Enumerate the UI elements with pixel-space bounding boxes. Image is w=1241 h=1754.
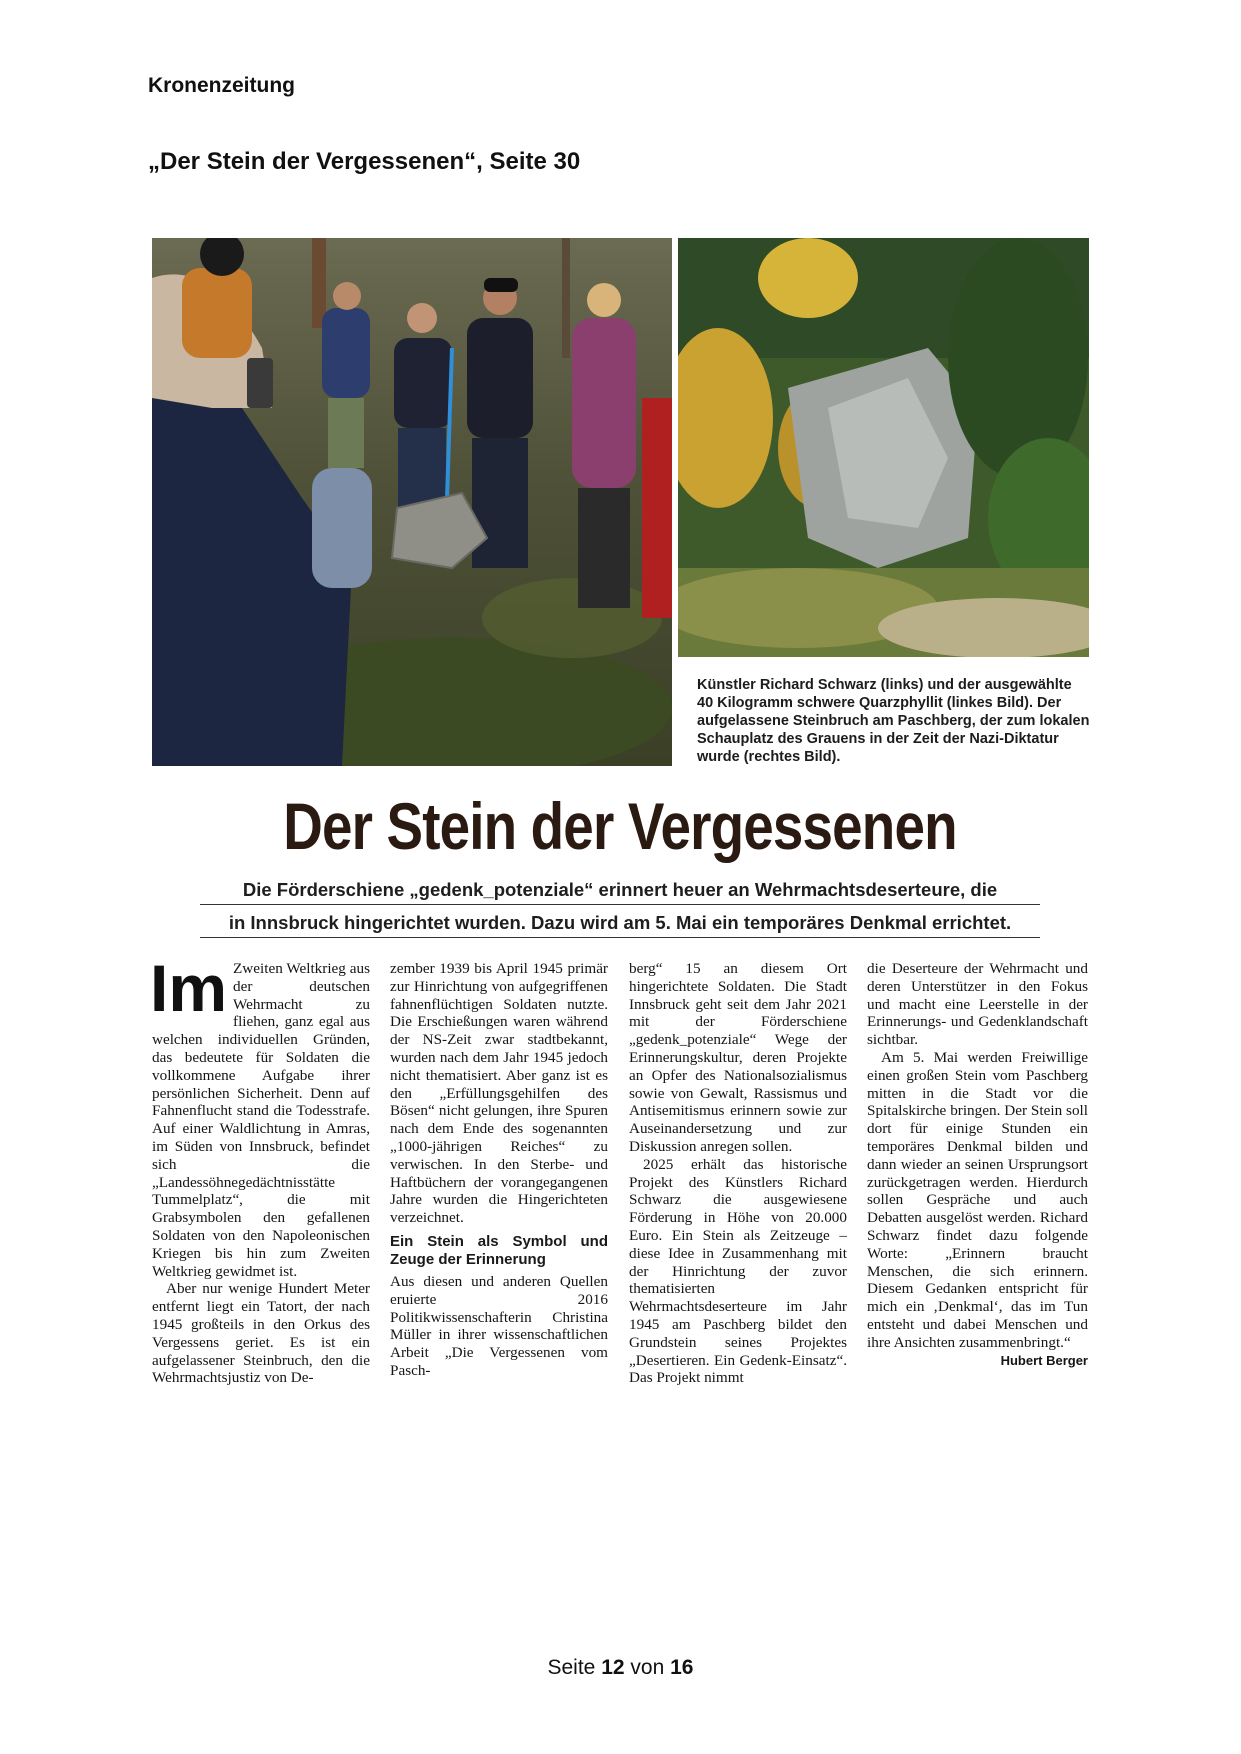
subline-line-2: in Innsbruck hingerichtet wurden. Dazu wird am 5. Mai ein temporäres Denkmal errichtet.: [228, 912, 1012, 933]
author-name: Hubert Berger: [1000, 1352, 1088, 1368]
footer-prefix: Seite: [547, 1656, 596, 1679]
col1-paragraph-2: Aber nur wenige Hundert Meter entfernt liegt ein Tatort, der nach 1945 großteils in den Orkus des Vergessens geriet. Es ist ein aufgelassener Steinbruch, den die Wehrmachtsjustiz von De-: [152, 1280, 370, 1387]
photo-quarry-autumn-forest: [678, 238, 1089, 657]
col2-paragraph-1: zember 1939 bis April 1945 primär zur Hinrichtung von aufgegriffenen fahnenflüchtigen Soldaten nutzte. Die Erschießungen waren während der NS-Zeit zwar stadtbekannt, wurden nach dem Jahr 1945 jedoch nicht thematisiert. Aber ganz ist es den „Erfüllungsgehilfen des Bösen“ nicht gelungen, ihre Spuren nach dem Ende des sogenannten „1000-jährigen Reiches“ zu verwischen. In den Sterbe- und Haftbüchern der vorangegangenen Jahre wurden die Hingerichteten verzeichnet.: [390, 960, 608, 1227]
article-column-3: [629, 960, 847, 1387]
headline: Der Stein der Vergessenen: [283, 789, 957, 863]
document-title: „Der Stein der Vergessenen“, Seite 30: [148, 148, 581, 175]
photo-caption: Künstler Richard Schwarz (links) und der ausgewählte 40 Kilogramm schwere Quarzphyllit (linkes Bild). Der aufgelassene Steinbruch am Paschberg, der zum lokalen Schauplatz des Grauens in der Zeit der Nazi-Diktatur wurde (rechtes Bild).: [697, 677, 1090, 765]
footer-page-number: 12: [601, 1656, 625, 1679]
footer-middle: von: [630, 1656, 665, 1679]
article-column-4: [867, 960, 1088, 1369]
dropcap: Im: [150, 951, 228, 1025]
col2-paragraph-2: Aus diesen und anderen Quellen eruierte 2016 Politikwissenschafterin Christina Müller in ihrer wissenschaftlichen Arbeit „Die Vergessenen vom Pasch-: [390, 1272, 608, 1379]
col4-paragraph-2: Am 5. Mai werden Freiwillige einen großen Stein vom Paschberg mitten in die Stadt vor die Spitalskirche bringen. Der Stein soll dort für einige Stunden ein temporäres Denkmal bilden und dann wieder an seinen Ursprungsort zurückgetragen werden. Hierdurch sollen Gespräche und auch Debatten ausgelöst werden. Richard Schwarz findet dazu folgende Worte: „Erinnern braucht Menschen, die sich erinnern. Diesem Gedanken entspricht für mich ein ‚Denkmal‘, das im Tun entsteht und dabei Menschen und ihre Ansichten zusammenbringt.“: [867, 1048, 1088, 1351]
col3-paragraph-2: 2025 erhält das historische Projekt des Künstlers Richard Schwarz die ausgewiesene Förderung in Höhe von 20.000 Euro. Ein Stein als Zeitzeuge – diese Idee in Zusammenhang mit der Hinrichtung der zuvor thematisierten Wehrmachtsdeserteure im Jahr 1945 am Paschberg bildet den Grundstein seines Projektes „Desertieren. Ein Gedenk-Einsatz“. Das Projekt nimmt: [629, 1155, 847, 1387]
col3-paragraph-1: berg“ 15 an diesem Ort hingerichtete Soldaten. Die Stadt Innsbruck geht seit dem Jahr 2021 mit der Förderschiene „gedenk_potenziale“ Wege der Erinnerungskultur, deren Projekte an Opfer des Nationalsozialismus sowie von Gewalt, Rassismus und Antisemitismus erinnern sowie zur Auseinandersetzung und zur Diskussion anregen sollen.: [629, 960, 847, 1155]
article-column-2: [390, 960, 608, 1380]
article-subhead: Ein Stein als Symbol und Zeuge der Erinnerung: [390, 1232, 608, 1268]
subline-line-1: Die Förderschiene „gedenk_potenziale“ erinnert heuer an Wehrmachtsdeserteure, die: [242, 879, 998, 900]
subline-divider-1: [200, 904, 1040, 905]
subline-divider-2: [200, 937, 1040, 938]
footer-total-pages: 16: [670, 1656, 694, 1679]
publication-name: Kronenzeitung: [148, 74, 295, 97]
photo-group-carrying-stone: [152, 238, 672, 766]
page-footer: [0, 1656, 1241, 1680]
article-column-1: [150, 951, 370, 1387]
col1-paragraph-1: Zweiten Weltkrieg aus der deutschen Wehrmacht zu fliehen, ganz egal aus welchen individuellen Gründen, das bedeutete für Soldaten die vollkommene Aufgabe ihrer persönlichen Sicherheit. Denn auf Fahnenflucht stand die Todesstrafe. Auf einer Waldlichtung in Amras, im Süden von Innsbruck, befindet sich die „Landessöhnegedächtnisstätte Tummelplatz“, die mit Grabsymbolen den gefallenen Soldaten von den Napoleonischen Kriegen bis hin zum Zweiten Weltkrieg gewidmet ist.: [152, 960, 370, 1280]
col4-paragraph-1: die Deserteure der Wehrmacht und deren Unterstützer in den Fokus und macht eine Leerstelle in der Erinnerungs- und Gedenklandschaft sichtbar.: [867, 960, 1088, 1049]
